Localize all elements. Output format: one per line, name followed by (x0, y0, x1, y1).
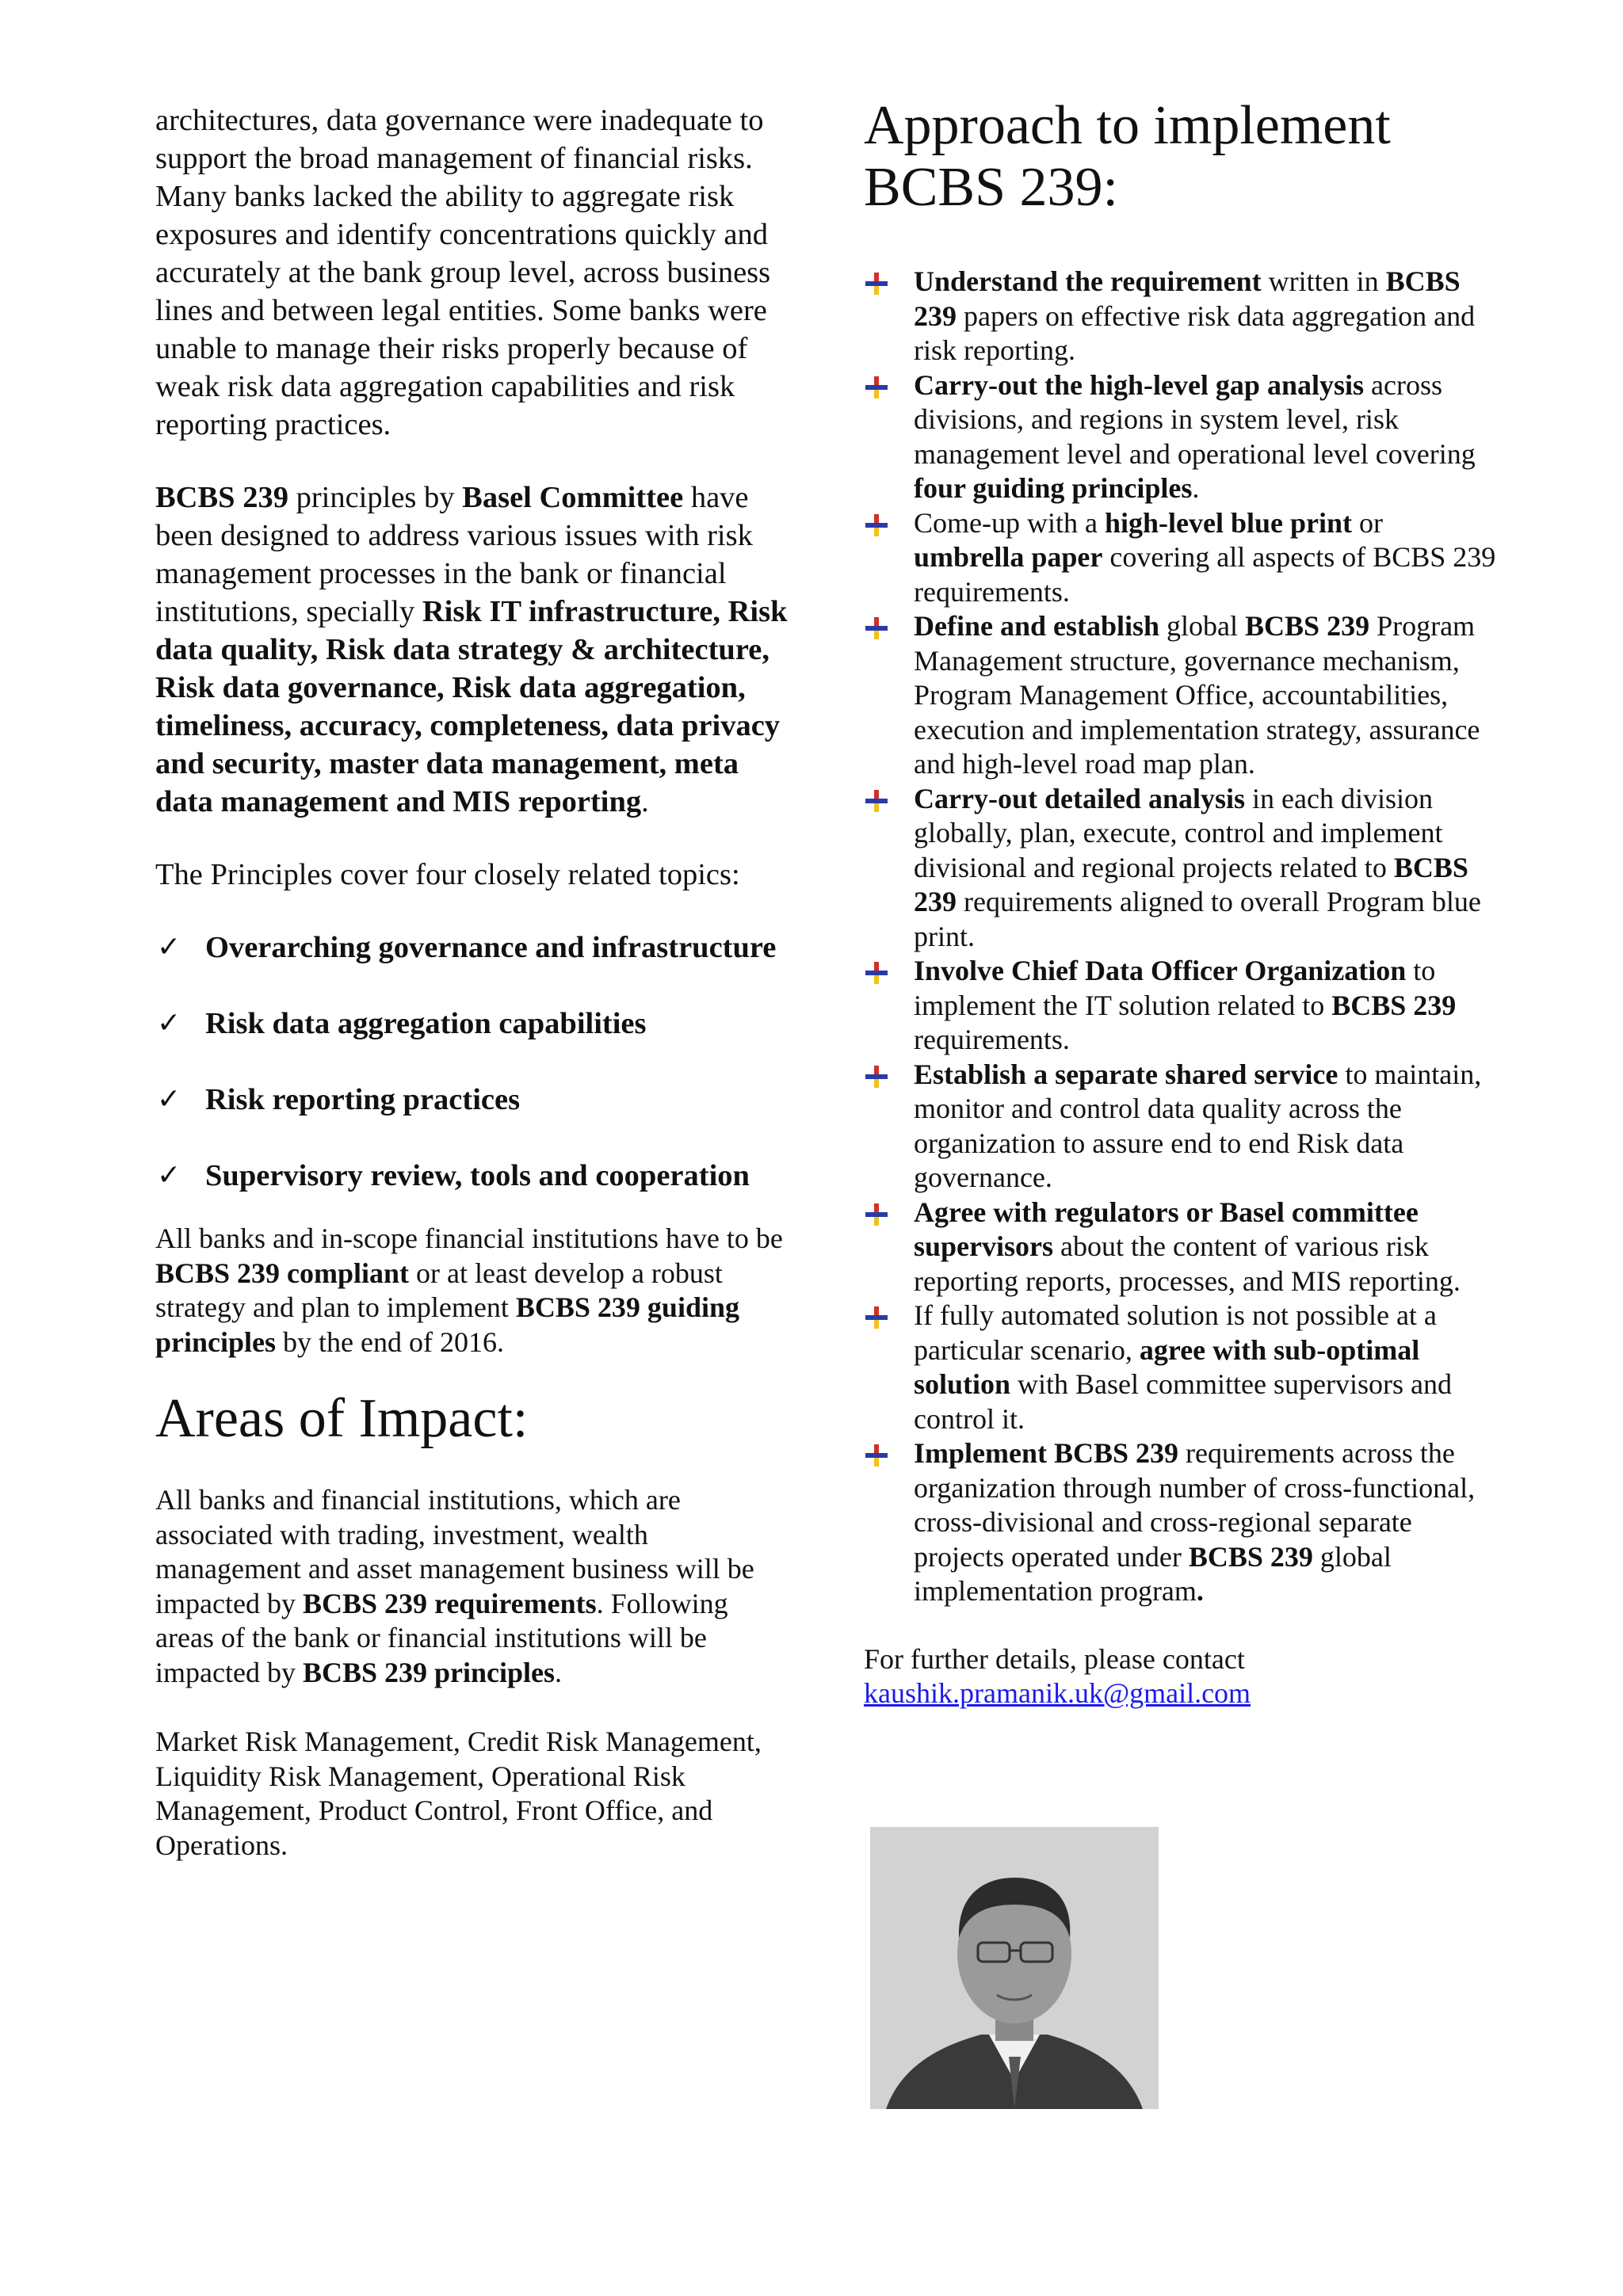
bold-run: Establish a separate shared service (914, 1058, 1338, 1090)
text-run: . (641, 785, 649, 818)
approach-heading: Approach to implement BCBS 239: (864, 95, 1391, 218)
text-run: Come-up with a (914, 506, 1105, 539)
topics-list (155, 929, 789, 1195)
risk-topics-term: Risk IT infrastructure, Risk data quality, Risk data strategy & architecture, Risk data governance, Risk data aggregation, timeliness, accuracy, completeness, data privacy and security, master data management, meta data management and MIS reporting (155, 595, 788, 818)
list-item (864, 609, 1498, 782)
list-item (864, 265, 1498, 368)
bold-run: BCBS 239 guiding principles (155, 1291, 740, 1358)
plus-bullet-icon (865, 1203, 888, 1226)
text-run: . (555, 1656, 563, 1688)
text-run: All banks and financial institutions, which are associated with trading, investment, wealth management and asset management business will be impacted by (155, 1484, 754, 1619)
portrait-image (870, 1827, 1159, 2109)
contact-email-link[interactable] (864, 1676, 1498, 1711)
bold-run: Carry-out the high-level gap analysis (914, 368, 1365, 401)
bold-run: . (1196, 1575, 1204, 1607)
bold-run: four guiding principles (914, 472, 1193, 504)
text-run: have been designed to address various issues with risk management processes in the bank or financial institutions, specially (155, 481, 753, 628)
author-photo (870, 1827, 1159, 2109)
list-item (864, 1058, 1498, 1196)
right-column (864, 95, 1498, 1711)
plus-bullet-icon (865, 790, 888, 812)
plus-bullet-icon (865, 1066, 888, 1088)
plus-bullet-icon (865, 962, 888, 984)
text-run: papers on effective risk data aggregation and risk reporting. (914, 299, 1476, 366)
topics-intro: The Principles cover four closely related topics: (155, 858, 740, 891)
plus-bullet-icon (865, 514, 888, 536)
check-icon: ✓ (157, 931, 181, 963)
bold-run: Implement BCBS 239 (914, 1437, 1179, 1469)
list-item (864, 1299, 1498, 1436)
bold-run: Understand the requirement (914, 265, 1262, 297)
text-run: requirements aligned to overall Program blue print. (914, 886, 1481, 952)
text-run: principles by (288, 481, 463, 514)
impact-areas-paragraph: Market Risk Management, Credit Risk Management, Liquidity Risk Management, Operational Risk Management, Product Control, Front Office, and Operations. (155, 1726, 762, 1861)
text-run: about the content of various risk reporting reports, processes, and MIS reporting. (914, 1230, 1461, 1297)
bold-run: BCBS 239 (1188, 1540, 1313, 1573)
text-run: global (1159, 610, 1246, 642)
bold-run: BCBS 239 (914, 265, 1461, 332)
plus-bullet-icon (865, 1444, 888, 1466)
list-item (864, 782, 1498, 955)
principles-paragraph (155, 479, 789, 821)
list-item (155, 1157, 789, 1195)
impact-paragraph (155, 1483, 789, 1690)
plus-bullet-icon (865, 617, 888, 639)
list-item (155, 929, 789, 967)
text-run: . (1192, 472, 1200, 504)
check-icon: ✓ (157, 1083, 181, 1116)
plus-bullet-icon (865, 1306, 888, 1329)
approach-steps-list (864, 265, 1498, 1609)
text-run: or at least develop a robust strategy and plan to implement (155, 1257, 723, 1323)
bold-run: high-level blue print (1104, 506, 1352, 539)
topic-label: Supervisory review, tools and cooperation (205, 1159, 750, 1192)
check-icon: ✓ (157, 1007, 181, 1039)
text-run: All banks and in-scope financial institutions have to be (155, 1222, 783, 1254)
bold-run: BCBS 239 (1331, 989, 1457, 1021)
topic-label: Risk data aggregation capabilities (205, 1007, 647, 1040)
bold-run: BCBS 239 requirements (302, 1587, 597, 1619)
list-item (864, 368, 1498, 506)
bold-run: Agree with regulators or Basel committee supervisors (914, 1196, 1419, 1262)
text-run: requirements across the organization through number of cross-functional, cross-divisional and cross-regional separate projects operated under (914, 1437, 1476, 1573)
plus-bullet-icon (865, 273, 888, 295)
bcbs-term: BCBS 239 (155, 481, 288, 514)
bold-run: BCBS 239 principles (302, 1656, 556, 1688)
basel-committee-term: Basel Committee (462, 481, 684, 514)
text-run: to implement the IT solution related to (914, 955, 1436, 1021)
bold-run: Define and establish (914, 610, 1160, 642)
text-run: requirements. (914, 1024, 1070, 1055)
text-run: global implementation program (914, 1540, 1392, 1607)
text-run: to maintain, monitor and control data quality across the organization to assure end to end Risk data governance. (914, 1058, 1482, 1193)
bold-run: BCBS 239 (1245, 610, 1370, 642)
list-item (864, 954, 1498, 1058)
list-item (864, 1196, 1498, 1299)
bold-run: Involve Chief Data Officer Organization (914, 955, 1407, 986)
text-run: . Following areas of the bank or financial institutions will be impacted by (155, 1587, 728, 1688)
plus-bullet-icon (865, 376, 888, 399)
text-run: or (1352, 506, 1383, 539)
left-column (155, 101, 789, 1863)
list-item (155, 1005, 789, 1043)
text-run: in each division globally, plan, execute, control and implement divisional and regional projects related to (914, 782, 1443, 883)
text-run: If fully automated solution is not possible at a particular scenario, (914, 1299, 1437, 1366)
text-run: written in (1261, 265, 1386, 297)
text-run: across divisions, and regions in system level, risk management level and operational level covering (914, 368, 1476, 470)
list-item (864, 506, 1498, 610)
bold-run: Carry-out detailed analysis (914, 782, 1245, 814)
contact-text: For further details, please contact (864, 1642, 1245, 1675)
bold-run: umbrella paper (914, 541, 1103, 573)
bold-run: BCBS 239 (914, 851, 1468, 917)
topic-label: Overarching governance and infrastructure (205, 931, 777, 964)
list-item (155, 1081, 789, 1119)
bold-run: BCBS 239 compliant (155, 1257, 410, 1289)
email-link-text[interactable]: kaushik.pramanik.uk@gmail.com (864, 1677, 1251, 1709)
intro-paragraph: architectures, data governance were inadequate to support the broad management of financial risks. Many banks lacked the ability to aggregate risk exposures and identify concentrations quickly and accurately at the bank group level, across business lines and between legal entities. Some banks were unable to manage their risks properly because of weak risk data aggregation capabilities and risk reporting practices. (155, 104, 771, 441)
list-item (864, 1436, 1498, 1609)
bold-run: agree with sub-optimal solution (914, 1333, 1420, 1400)
check-icon: ✓ (157, 1159, 181, 1192)
text-run: by the end of 2016. (276, 1325, 504, 1358)
text-run: with Basel committee supervisors and control it. (914, 1368, 1452, 1435)
compliance-paragraph (155, 1222, 789, 1360)
areas-of-impact-heading: Areas of Impact: (155, 1388, 529, 1449)
text-run: covering all aspects of BCBS 239 requirements. (914, 541, 1496, 608)
text-run: Program Management structure, governance mechanism, Program Management Office, accountabilities, execution and implementation strategy, assurance and high-level road map plan. (914, 610, 1480, 780)
topic-label: Risk reporting practices (205, 1083, 521, 1116)
